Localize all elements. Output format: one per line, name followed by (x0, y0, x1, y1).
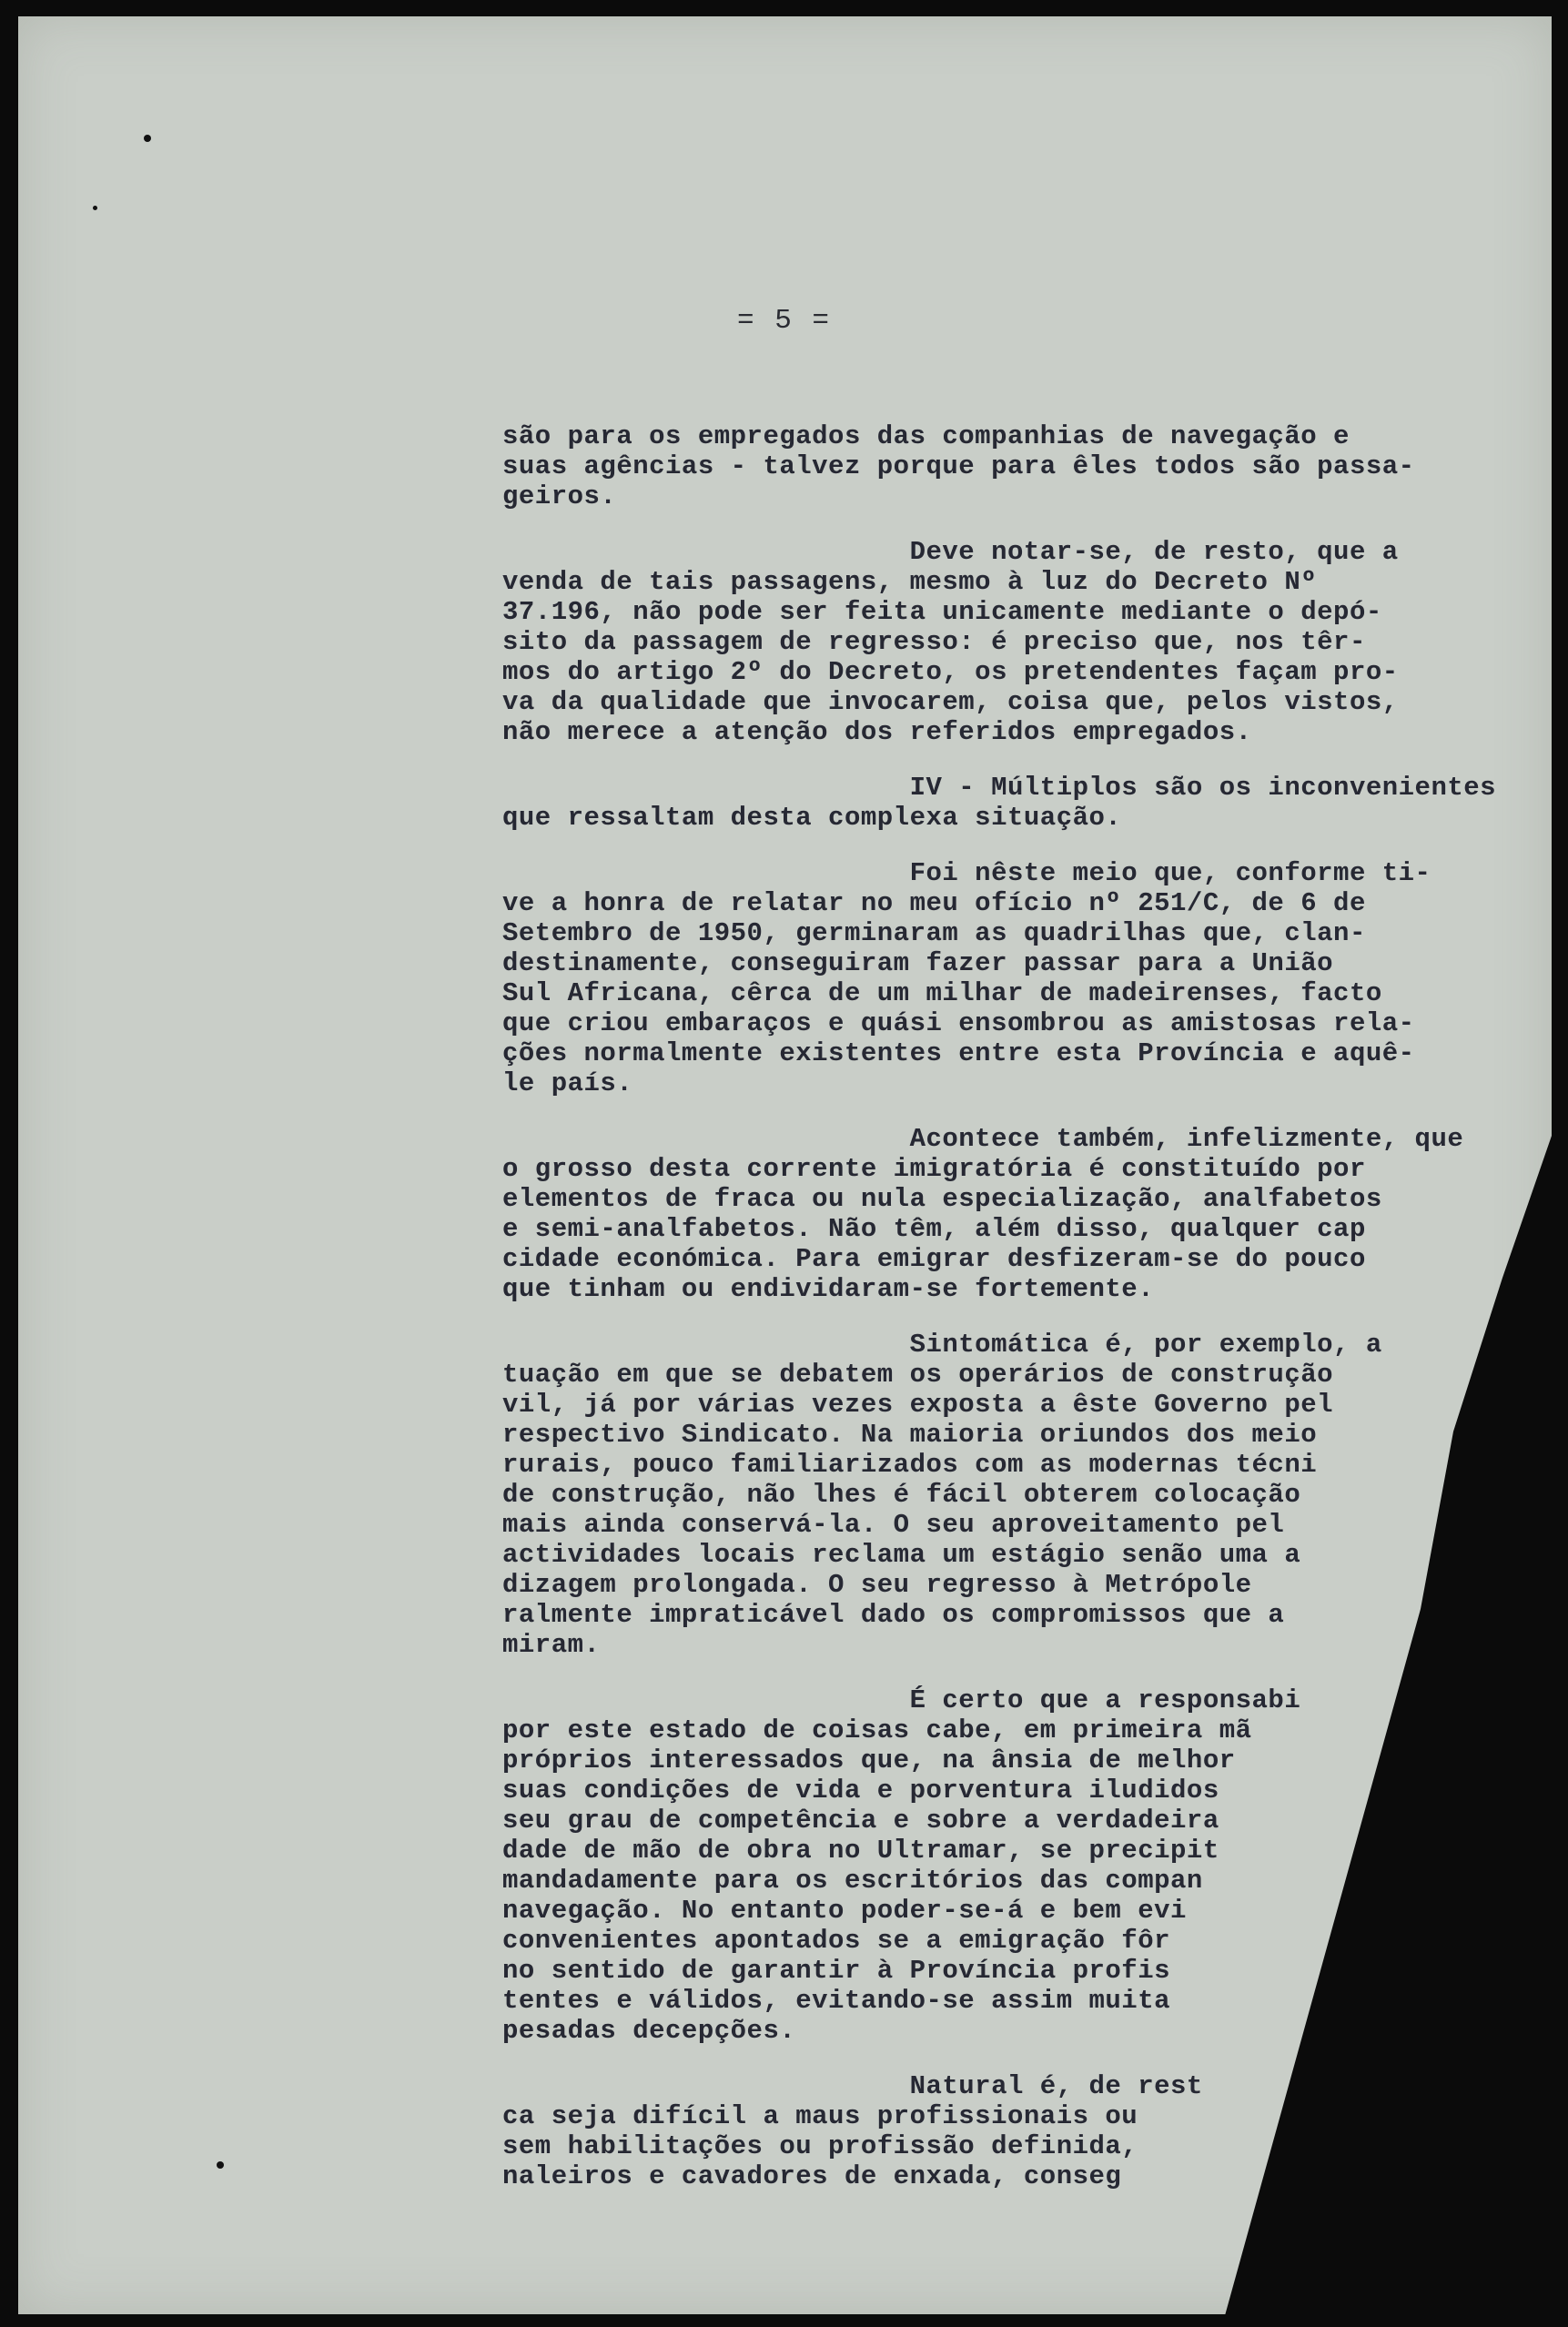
text-line: sito da passagem de regresso: é preciso que, nos têr- (502, 627, 1366, 657)
ink-speck (217, 2161, 224, 2169)
text-line: de construção, não lhes é fácil obterem colocação (502, 1480, 1301, 1510)
text-line: sem habilitações ou profissão definida, (502, 2131, 1138, 2161)
text-line: ca seja difícil a maus profissionais ou (502, 2101, 1138, 2131)
text-line: respectivo Sindicato. Na maioria oriundos dos meio (502, 1420, 1318, 1450)
text-line: destinamente, conseguiram fazer passar para a União (502, 948, 1334, 978)
text-line: geiros. (502, 481, 617, 511)
text-line: o grosso desta corrente imigratória é constituído por (502, 1154, 1366, 1184)
text-line: suas agências - talvez porque para êles todos são passa- (502, 451, 1415, 481)
paragraph (502, 2071, 1522, 2191)
text-line: miram. (502, 1630, 601, 1660)
text-line: Sintomática é, por exemplo, a (502, 1330, 1382, 1360)
text-line: Sul Africana, cêrca de um milhar de madeirenses, facto (502, 978, 1382, 1008)
text-line: suas condições de vida e porventura iludidos (502, 1776, 1219, 1806)
text-line: Deve notar-se, de resto, que a (502, 537, 1399, 567)
paragraph (502, 421, 1522, 511)
text-line: seu grau de competência e sobre a verdadeira (502, 1806, 1219, 1836)
paragraph (502, 858, 1522, 1098)
page-number: = 5 = (736, 305, 831, 337)
text-line: ralmente impraticável dado os compromissos que a (502, 1600, 1285, 1630)
text-line: são para os empregados das companhias de navegação e (502, 421, 1350, 451)
text-line: tuação em que se debatem os operários de construção (502, 1360, 1334, 1390)
text-line: não merece a atenção dos referidos empregados. (502, 717, 1252, 747)
paragraph (502, 537, 1522, 747)
document-body (502, 421, 1522, 2217)
text-line: pesadas decepções. (502, 2016, 796, 2046)
text-line: mandadamente para os escritórios das compan (502, 1866, 1203, 1896)
text-line: Natural é, de rest (502, 2071, 1203, 2101)
text-line: navegação. No entanto poder-se-á e bem evi (502, 1896, 1187, 1926)
text-line: elementos de fraca ou nula especialização, analfabetos (502, 1184, 1382, 1214)
text-line: que criou embaraços e quási ensombrou as amistosas rela- (502, 1008, 1415, 1038)
paragraph (502, 1330, 1522, 1660)
text-line: actividades locais reclama um estágio senão uma a (502, 1540, 1301, 1570)
text-line: mos do artigo 2º do Decreto, os pretendentes façam pro- (502, 657, 1399, 687)
text-line: tentes e válidos, evitando-se assim muita (502, 1986, 1171, 2016)
text-line: rurais, pouco familiarizados com as modernas técni (502, 1450, 1318, 1480)
text-line: cidade económica. Para emigrar desfizeram-se do pouco (502, 1244, 1366, 1274)
text-line: Acontece também, infelizmente, que (502, 1124, 1464, 1154)
paragraph (502, 1124, 1522, 1304)
text-line: É certo que a responsabi (502, 1685, 1301, 1715)
text-line: Setembro de 1950, germinaram as quadrilhas que, clan- (502, 918, 1366, 948)
text-line: ve a honra de relatar no meu ofício nº 251/C, de 6 de (502, 888, 1366, 918)
text-line: mais ainda conservá-la. O seu aproveitamento pel (502, 1510, 1285, 1540)
text-line: e semi-analfabetos. Não têm, além disso, qualquer cap (502, 1214, 1366, 1244)
ink-speck (144, 135, 151, 142)
text-line: convenientes apontados se a emigração fôr (502, 1926, 1171, 1956)
text-line: IV - Múltiplos são os inconvenientes (502, 773, 1497, 803)
text-line: naleiros e cavadores de enxada, conseg (502, 2161, 1122, 2191)
text-line: dizagem prolongada. O seu regresso à Metrópole (502, 1570, 1252, 1600)
text-line: venda de tais passagens, mesmo à luz do Decreto Nº (502, 567, 1318, 597)
text-line: que tinham ou endividaram-se fortemente. (502, 1274, 1155, 1304)
text-line: ções normalmente existentes entre esta Província e aquê- (502, 1038, 1415, 1068)
text-line: Foi nêste meio que, conforme ti- (502, 858, 1431, 888)
text-line: próprios interessados que, na ânsia de melhor (502, 1745, 1236, 1776)
text-line: va da qualidade que invocarem, coisa que, pelos vistos, (502, 687, 1399, 717)
text-line: dade de mão de obra no Ultramar, se precipit (502, 1836, 1219, 1866)
paragraph (502, 1685, 1522, 2046)
text-line: no sentido de garantir à Província profis (502, 1956, 1171, 1986)
text-line: que ressaltam desta complexa situação. (502, 803, 1122, 833)
text-line: 37.196, não pode ser feita unicamente mediante o depó- (502, 597, 1382, 627)
text-line: le país. (502, 1068, 633, 1098)
ink-speck (93, 206, 97, 210)
text-line: por este estado de coisas cabe, em primeira mã (502, 1715, 1252, 1745)
paragraph (502, 773, 1522, 833)
text-line: vil, já por várias vezes exposta a êste Governo pel (502, 1390, 1334, 1420)
